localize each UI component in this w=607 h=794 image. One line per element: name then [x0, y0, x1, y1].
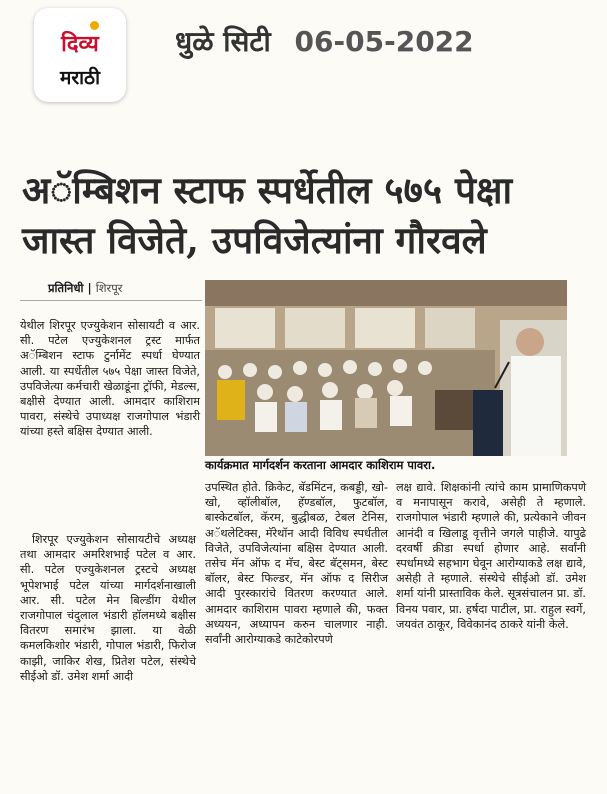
logo-line2: मराठी [59, 67, 100, 89]
article-column-1-para-2: शिरपूर एज्युकेशन सोसायटीचे अध्यक्ष तथा आमदार अमरिशभाई पटेल व आर. सी. पटेल एज्युकेशनल ट्रस्टचे अध्यक्ष भूपेशभाई पटेल यांच्या मार्गदर्शनाखाली आर. सी. पटेल मेन बिल्डींग येथील राजगोपाल चंदुलाल भंडारी हॉलमध्ये बक्षीस वितरण समारंभ झाला. या वेळी कमलकिशोर भंडारी, गोपाल भंडारी, फिरोज काझी, जाकिर शेख, प्रितेश पटेल, संस्थेचे सीईओ डॉ. उमेश शर्मा आदी [20, 533, 196, 683]
event-photo-image [205, 280, 567, 456]
divya-marathi-logo [34, 8, 126, 102]
article-column-3: लक्ष द्यावे. शिक्षकांनी त्यांचे काम प्रामाणिकपणे व मनापासून करावे, असेही ते म्हणाले. राजगोपाल भंडारी म्हणाले की, प्रत्येकाने जीवन आनंदी व खिलाडू वृत्तीने जगले पाहीजे. यापुढे दरवर्षी क्रीडा स्पर्धा होणार आहे. सर्वांनी स्पर्धामध्ये सहभाग घेवून आरोग्याकडे लक्ष द्यावे, असेही ते म्हणाले. संस्थेचे सीईओ डॉ. उमेश शर्मा यांनी प्रास्ताविक केले. सूत्रसंचालन प्रा. डॉ. विनय पवार, प्रा. हर्षदा पाटील, प्रा. राहुल स्वर्गे, जयवंत ठाकूर, विवेकानंद ठाकरे यांनी केले. [396, 481, 586, 631]
event-photo [205, 280, 567, 456]
byline-separator: | [87, 281, 96, 295]
article-column-1-para-1: येथील शिरपूर एज्युकेशन सोसायटी व आर. सी. पटेल एज्युकेशनल ट्रस्ट मार्फत अॅम्बिशन स्टाफ टुर्नामेंट स्पर्धा घेण्यात आली. या स्पर्धेतील ५७५ पेक्षा जास्त विजेते, उपविजेत्या कर्मचारी खेळाडूंना ट्रॉफी, मेडल्स, बक्षीसे देण्यात आली. आमदार काशिराम पावरा, संस्थेचे उपाध्यक्ष राजगोपाल भंडारी यांच्या हस्ते बक्षिस देण्यात आली. [20, 319, 200, 439]
edition-city: धुळे सिटी [175, 25, 271, 58]
dateline [175, 22, 474, 60]
byline-place: शिरपूर [95, 281, 123, 295]
photo-caption: कार्यक्रमात मार्गदर्शन करताना आमदार काशिराम पावरा. [205, 458, 436, 472]
article-column-2: उपस्थित होते. क्रिकेट, बॅडमिंटन, कबड्डी, खो-खो, व्हॉलीबॉल, हॅण्डबॉल, फुटबॉल, बास्केटबॉल, कॅरम, बुद्धीबळ, टेबल टेनिस, अॅथलेटिक्स, मॅरेथॉन आदी विविध स्पर्धतील विजेते, उपविजेत्यांना बक्षिस देण्यात आली. तसेच मॅन ऑफ द मॅच, बेस्ट बॅट्समन, बेस्ट बॉलर, बेस्ट फिल्डर, मॅन ऑफ द सिरीज आदी पुरस्कारांचे वितरण करण्यात आले. आमदार काशिराम पावरा म्हणाले की, फक्त अध्ययन, अध्यापन करुन चालणार नाही. सर्वांनी आरोग्याकडे काटेकोरपणे [205, 481, 388, 647]
byline-reporter: प्रतिनिधी [48, 281, 84, 295]
article-headline: अॅम्बिशन स्टाफ स्पर्धेतील ५७५ पेक्षा जास्त विजेते, उपविजेत्यांना गौरवले [22, 168, 513, 262]
byline-rule [20, 300, 202, 301]
edition-date: 06-05-2022 [294, 25, 474, 58]
byline [48, 281, 122, 296]
logo-line1: दिव्य [61, 31, 99, 57]
